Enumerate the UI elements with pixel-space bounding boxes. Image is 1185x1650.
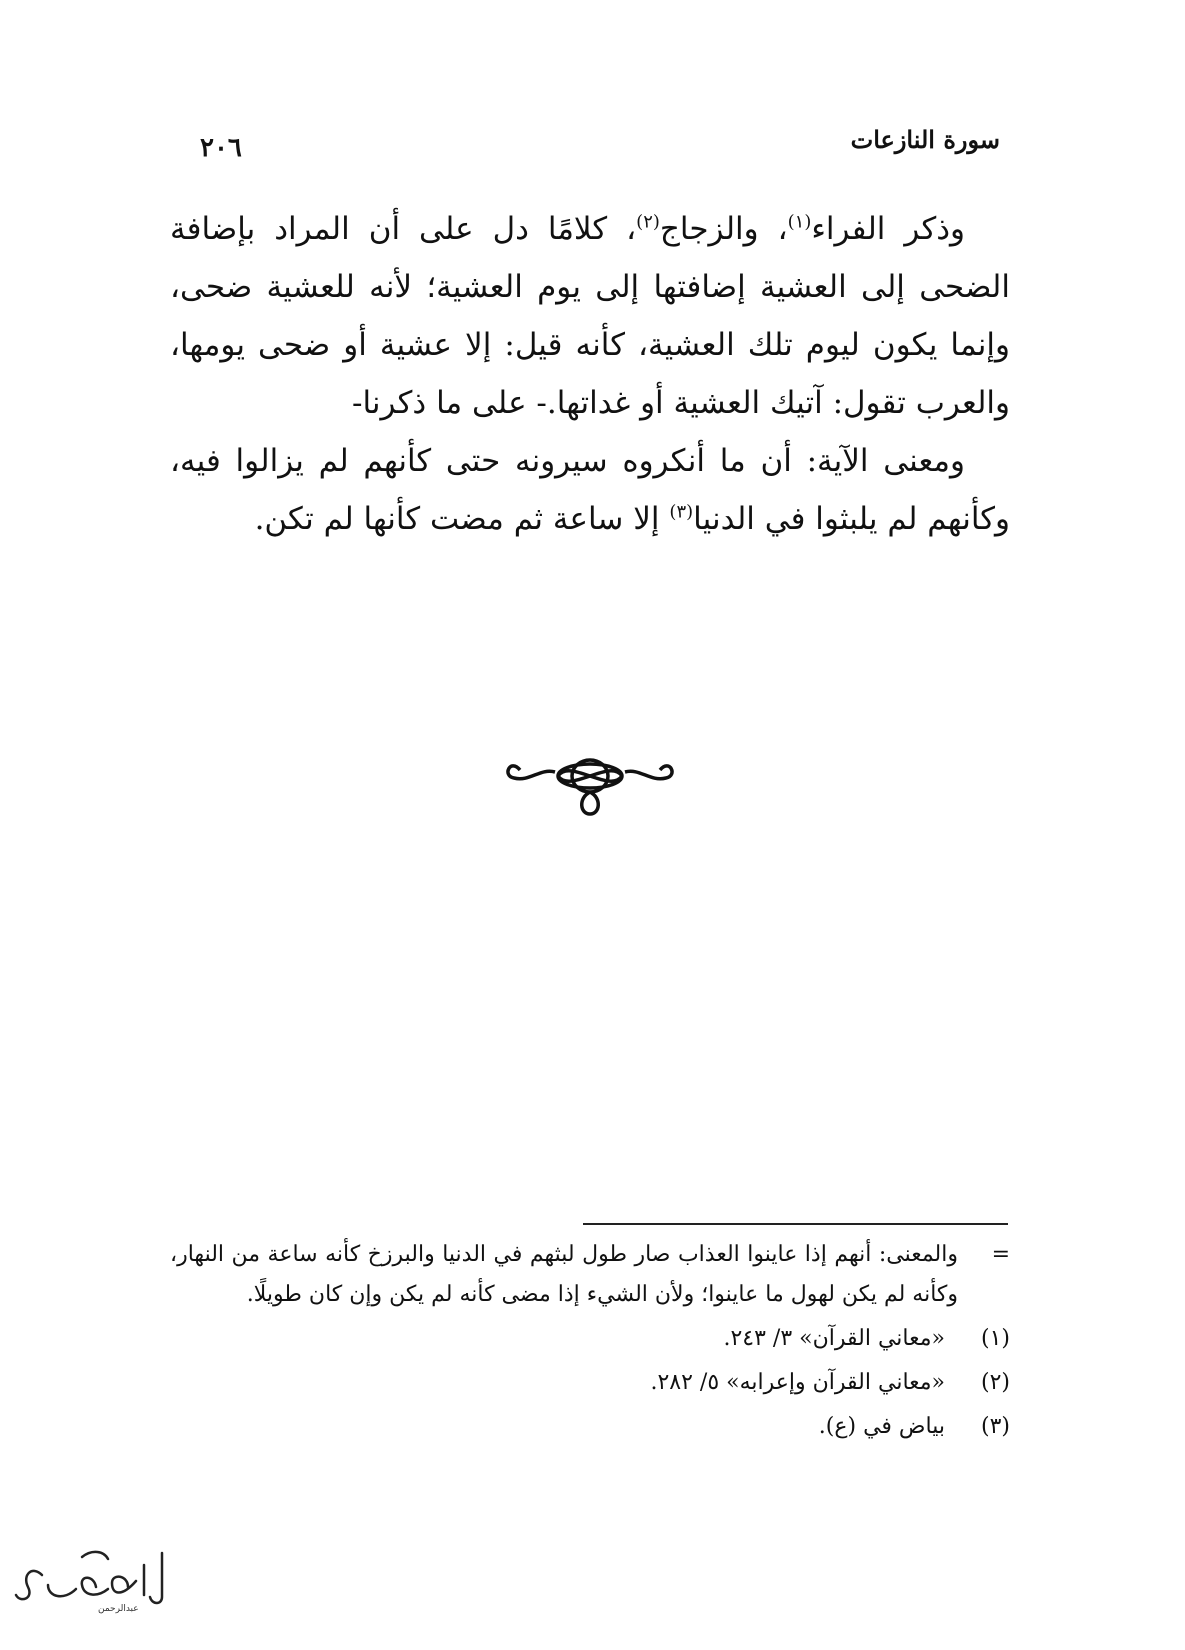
footnote-item xyxy=(170,1363,1010,1403)
footnote-text: والمعنى: أنهم إذا عاينوا العذاب صار طول لبثهم في الدنيا والبرزخ كأنه ساعة من النهار، وكأنه لم يكن لهول ما عاينوا؛ ولأن الشيء إذا مضى كأنه لم يكن وإن كان طويلًا. xyxy=(170,1242,958,1307)
paragraph-text: وذكر الفراء xyxy=(811,211,965,247)
continuation-marker: = xyxy=(991,1242,1010,1267)
footnote-ref: (٢) xyxy=(636,211,660,233)
footnote-item xyxy=(170,1407,1010,1447)
paragraph-text: إلا ساعة ثم مضت كأنها لم تكن. xyxy=(254,501,670,537)
watermark-logo xyxy=(12,1545,172,1615)
chapter-title: سورة النازعات xyxy=(850,125,1000,154)
paragraph-text: ، والزجاج xyxy=(659,211,788,247)
main-text xyxy=(170,200,1010,548)
footnote-text: بياض في (ع). xyxy=(818,1414,945,1439)
footnote-item xyxy=(170,1319,1010,1359)
paragraph-text: ، كلامًا دل على أن المراد بإضافة الضحى إلى العشية إضافتها إلى يوم العشية؛ لأنه للعشية ضحى، وإنما يكون ليوم تلك العشية، كأنه قيل: إلا عشية أو ضحى يومها، والعرب تقول: آتيك العشية أو غداتها.- على ما ذكرنا- xyxy=(170,211,1010,421)
footnote-text: «معاني القرآن وإعرابه» ٥/ ٢٨٢. xyxy=(650,1370,945,1395)
paragraph xyxy=(170,200,1010,432)
footnote-number: (١) xyxy=(980,1326,1010,1351)
footnote-ref: (٣) xyxy=(669,501,694,523)
footnote-text: «معاني القرآن» ٣/ ٢٤٣. xyxy=(723,1326,945,1351)
paragraph-text: ومعنى الآية: أن ما أنكروه سيرونه حتى كأنهم لم يزالوا فيه، وكأنهم لم يلبثوا في الدنيا xyxy=(170,443,1010,537)
footnote-continuation xyxy=(170,1235,1010,1315)
page-number: ٢٠٦ xyxy=(200,133,242,163)
page-header xyxy=(200,125,1000,175)
paragraph xyxy=(170,432,1010,548)
section-end-ornament xyxy=(500,748,680,818)
footnote-number: (٣) xyxy=(980,1414,1010,1439)
footnotes xyxy=(170,1235,1010,1447)
footnote-number: (٢) xyxy=(980,1370,1010,1395)
svg-text:عبدالرحمن: عبدالرحمن xyxy=(98,1604,139,1614)
footnote-ref: (١) xyxy=(787,211,812,233)
footnote-separator xyxy=(583,1223,1008,1225)
